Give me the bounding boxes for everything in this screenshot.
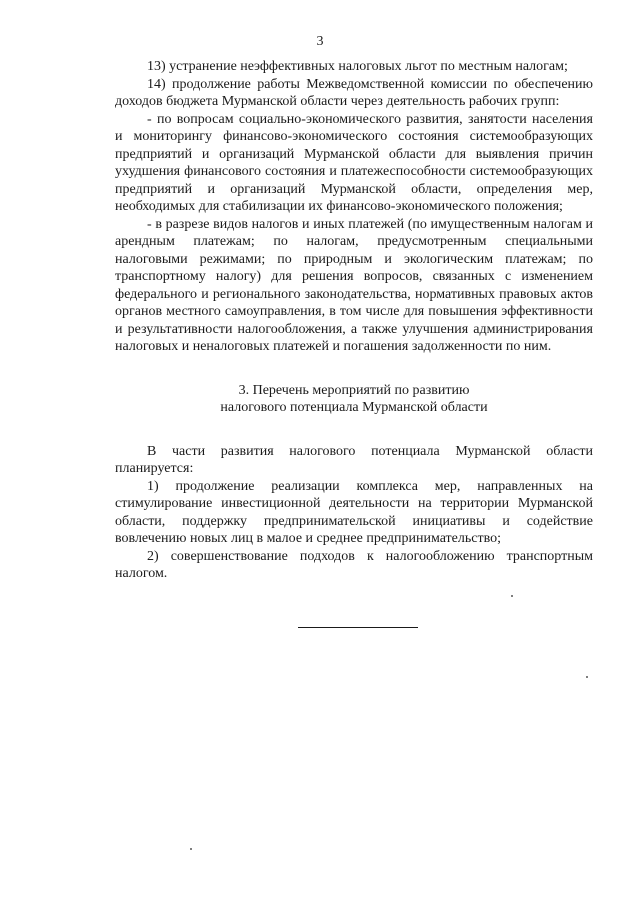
document-body [115,58,593,583]
section-heading-line-1: 3. Перечень мероприятий по развитию [238,382,470,398]
section-intro: В части развития налогового потенциала Мурманской области планируется: [115,443,593,476]
scan-speck [190,848,192,850]
plan-item-1: 1) продолжение реализации комплекса мер, направленных на стимулирование инвестиционной деятельности на территории Мурманской области, поддержку предпринимательской инициативы и содействие вовлечению новых лиц в малое и среднее предпринимательство; [115,478,593,546]
sub-item-tax-types: - в разрезе видов налогов и иных платежей (по имущественным налогам и арендным платежам; по налогам, предусмотренным специальными налоговыми режимами; по природным и экологическим платежам; по транспортному налогу) для решения вопросов, связанных с изменением федерального и регионального законодательства, нормативных правовых актов органов местного самоуправления, в том числе для повышения эффективности и результативности налогообложения, а также улучшения администрирования налоговых и неналоговых платежей и погашения задолженности по ним. [115,216,593,354]
section-heading [115,382,593,417]
section-heading-line-2: налогового потенциала Мурманской области [220,400,488,415]
list-item-13: 13) устранение неэффективных налоговых льгот по местным налогам; [147,59,568,74]
scan-speck [511,595,513,597]
sub-item-socio-economic: - по вопросам социально-экономического развития, занятости населения и мониторингу финансово-экономического состояния системообразующих предприятий и организаций Мурманской области для выявления причин ухудшения финансового состояния и платежеспособности системообразующих предприятий и организаций Мурманской области, определения мер, необходимых для стабилизации их финансово-экономического положения; [115,111,593,214]
plan-item-2: 2) совершенствование подходов к налогообложению транспортным налогом. [115,548,593,581]
list-item-14: 14) продолжение работы Межведомственной комиссии по обеспечению доходов бюджета Мурманской области через деятельность рабочих групп: [115,76,593,109]
scan-speck [586,676,588,678]
page-number: 3 [316,34,324,49]
end-divider-line [298,627,418,628]
